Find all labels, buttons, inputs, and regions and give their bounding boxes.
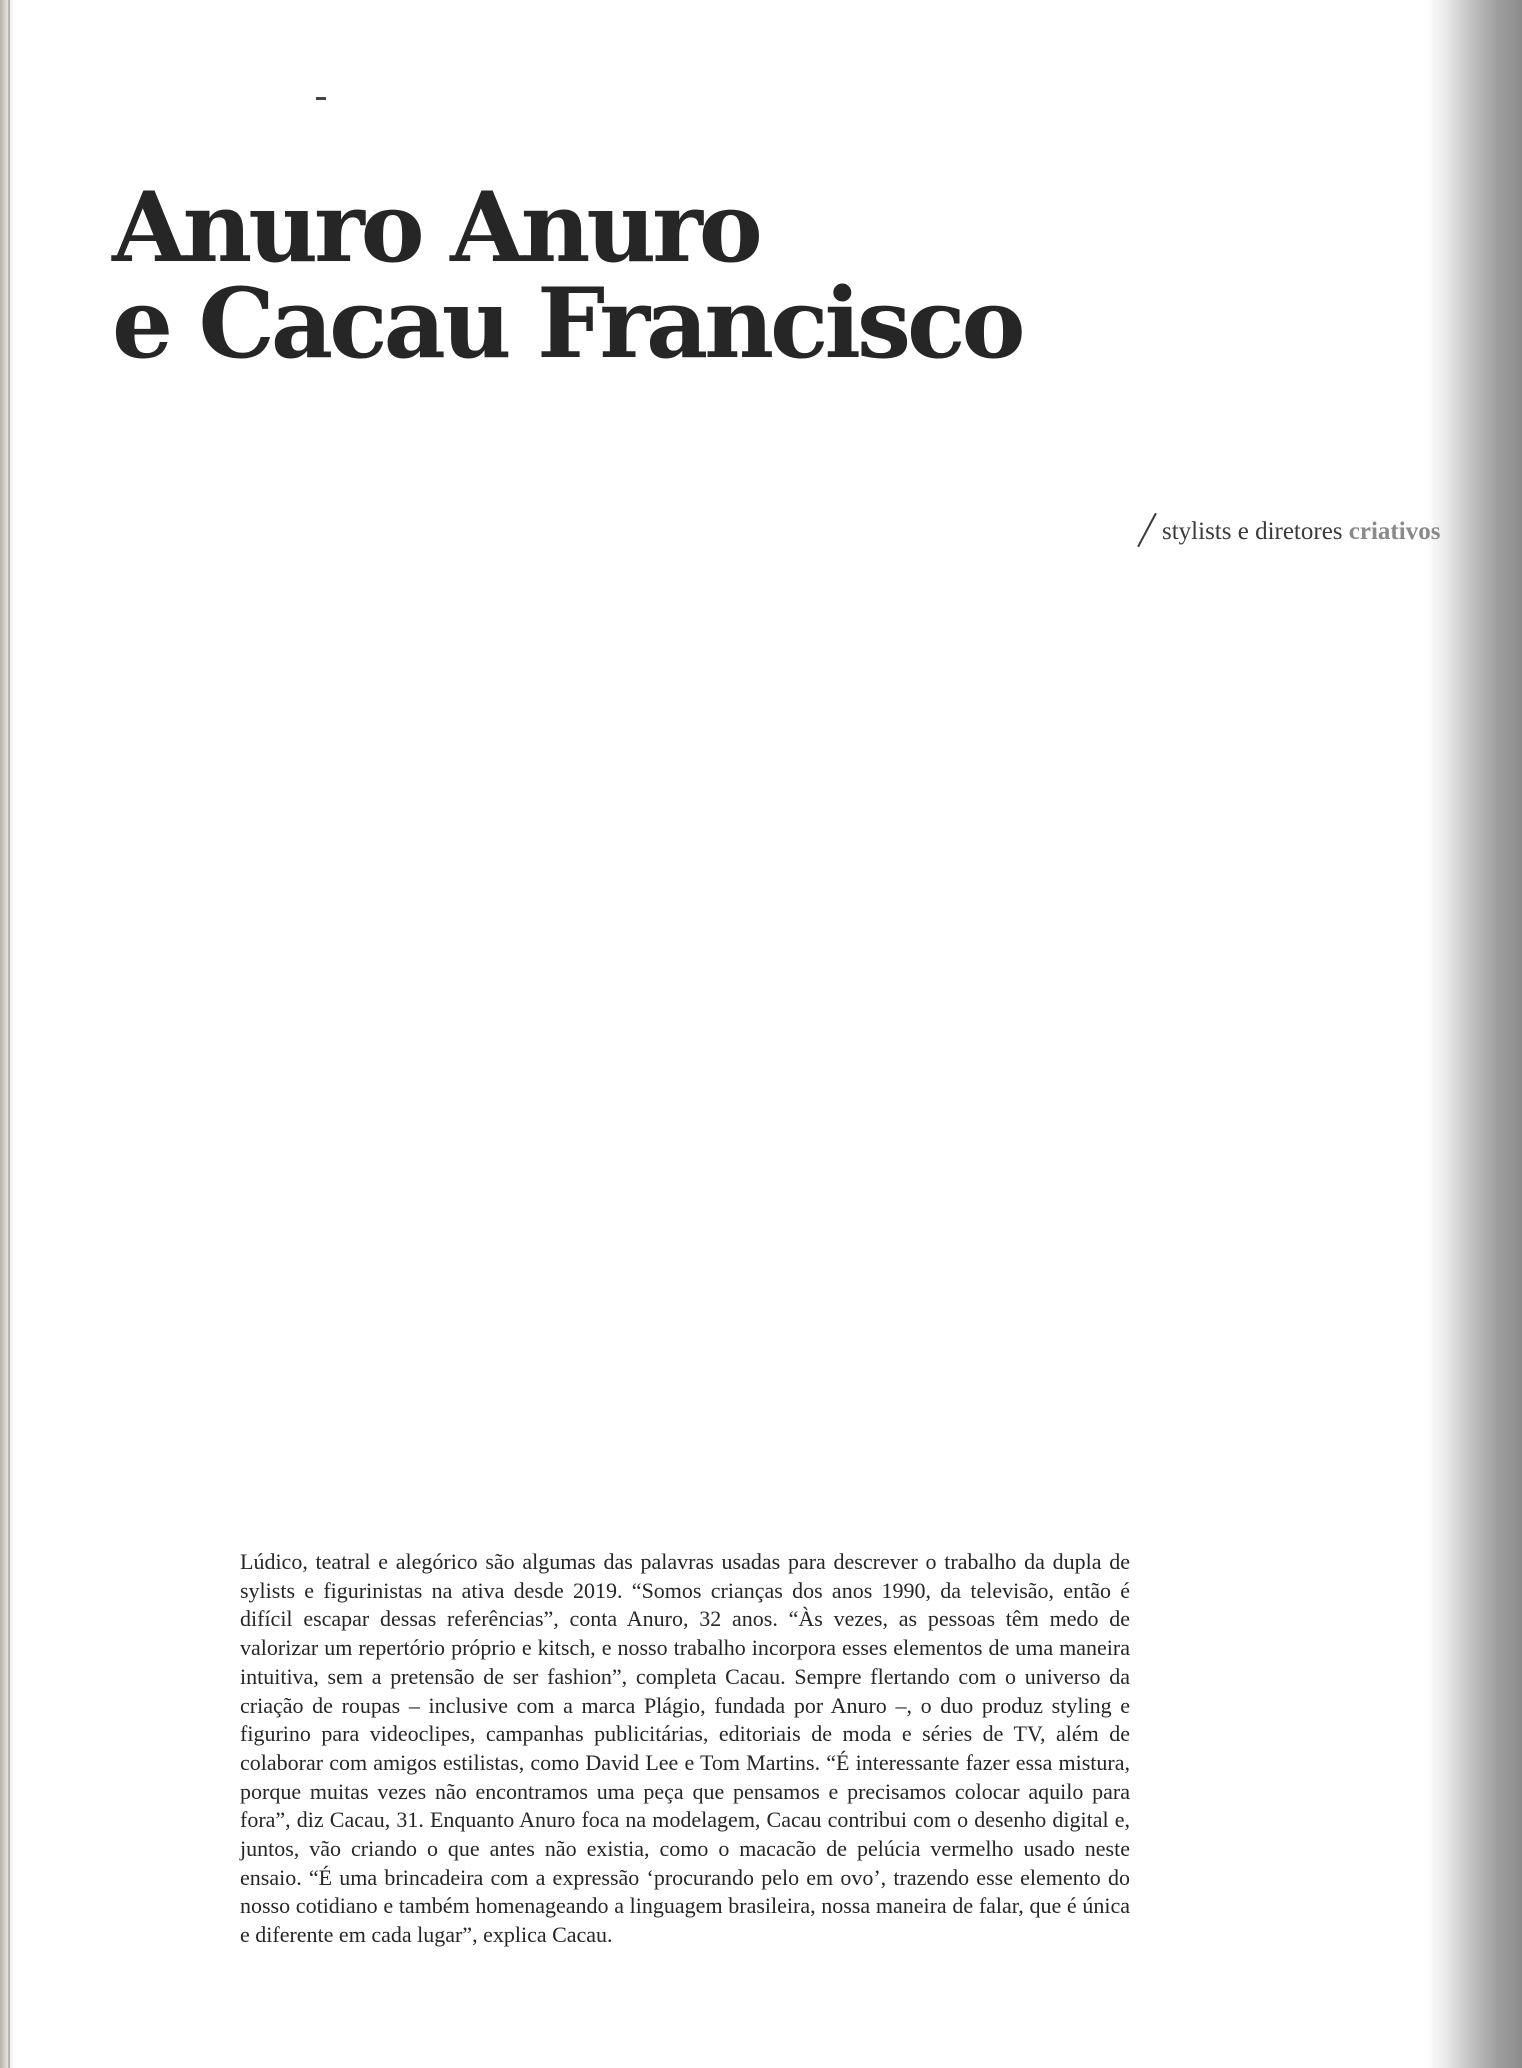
- section-label-faded-text: criativos: [1348, 518, 1441, 545]
- slash-icon: [1137, 513, 1157, 547]
- page-gutter-shadow: [1427, 0, 1522, 2068]
- section-label: [1146, 515, 1440, 549]
- article-title-line-1: Anuro Anuro: [112, 171, 759, 284]
- section-label-text: stylists e diretores: [1162, 518, 1343, 545]
- page-binding-shadow: [0, 0, 14, 2068]
- article-title: [112, 171, 1112, 380]
- article-title-line-2: e Cacau Francisco: [112, 267, 1022, 380]
- page-binding-edge: [8, 0, 10, 2068]
- article-body: Lúdico, teatral e alegórico são algumas das palavras usadas para descrever o trabalho da dupla de sylists e figurinistas na ativa desde 2019. “Somos crianças dos anos 1990, da televisão, então é difícil escapar dessas referências”, conta Anuro, 32 anos. “Às vezes, as pessoas têm medo de valorizar um repertório próprio e kitsch, e nosso trabalho incorpora esses elementos de uma maneira intuitiva, sem a pretensão de ser fashion”, completa Cacau. Sempre flertando com o universo da criação de roupas – inclusive com a marca Plágio, fundada por Anuro –, o duo produz styling e figurino para videoclipes, campanhas publicitárias, editoriais de moda e séries de TV, além de colaborar com amigos estilistas, como David Lee e Tom Martins. “É interessante fazer essa mistura, porque muitas vezes não encontramos uma peça que pensamos e precisamos colocar aquilo para fora”, diz Cacau, 31. Enquanto Anuro foca na modelagem, Cacau contribui com o desenho digital e, juntos, vão criando o que antes não existia, como o macacão de pelúcia vermelho usado neste ensaio. “É uma brincadeira com a expressão ‘procurando pelo em ovo’, trazendo esse elemento do nosso cotidiano e também homenageando a linguagem brasileira, nossa maneira de falar, que é única e diferente em cada lugar”, explica Cacau.: [240, 1549, 1130, 1948]
- print-mark: [316, 97, 326, 100]
